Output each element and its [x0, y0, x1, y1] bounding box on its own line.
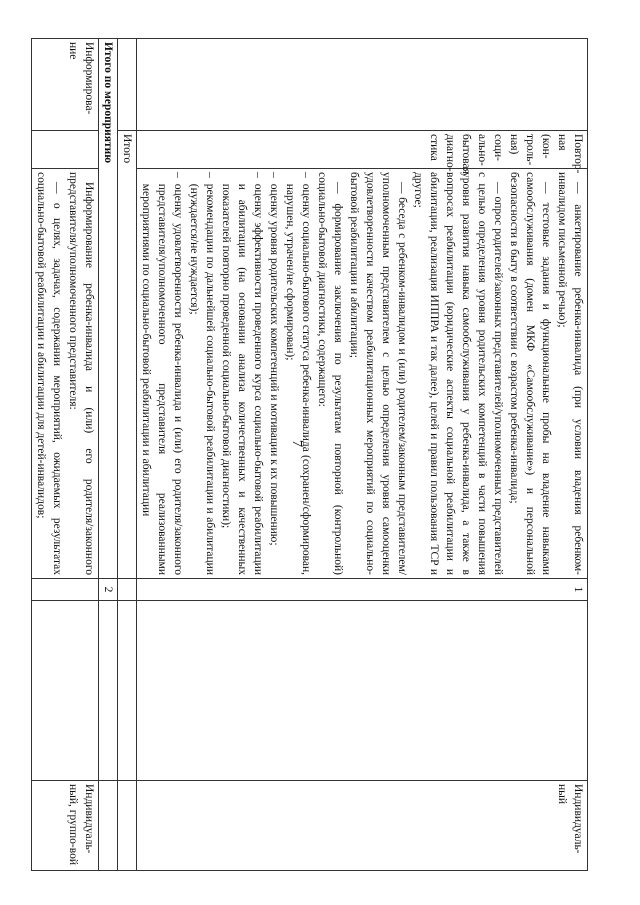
event-cell-empty: [137, 39, 588, 131]
form-cell: Индивидуаль-ный: [137, 781, 588, 871]
empty-cell: [32, 601, 99, 781]
content-paragraph: — беседа с ребенком-инвалидом и (или) родителем/законным представителем/уполномоченным представителем с целью определения уровня самооценки удовлетворенности качеством реабилитационных мероприятий по социально-бытовой реабилитации и абилитации;: [348, 172, 408, 575]
event-label: Информирова-ние: [32, 39, 99, 131]
list-item: – оценку социально-бытового статуса ребенка-инвалида (сохранен/сформирован, нарушен, утрачен/не сформирован);: [284, 172, 312, 575]
table-row: [99, 39, 118, 871]
empty-cell: [99, 601, 118, 781]
table-row: [32, 39, 99, 871]
count-cell: 1: [137, 579, 588, 601]
table-row: [118, 39, 137, 871]
form-cell: Индивидуаль-ный, группо-вой: [32, 781, 99, 871]
content-paragraph: — анкетирование ребенка-инвалида (при условии владения ребенком-инвалидом письменной речью);: [556, 172, 584, 575]
list-item: – оценку уровня родительских компетенций и мотивации к их повышению;: [268, 172, 280, 546]
itogo-label: Итого: [118, 131, 137, 579]
empty-cell: [32, 131, 99, 169]
rehab-table: [31, 38, 588, 871]
content-paragraph: — о целях, задачах, содержании мероприятий, ожидаемых результатах социально-бытовой реабилитации и абилитации для детей-инвалидов;: [35, 172, 63, 575]
page-number: 7: [289, 440, 304, 447]
content-paragraph: — опрос родителей/законных представителей/уполномоченных представителей с целью определения уровня родительских компетенций в части повышения уровня развития навыка самообслуживания у ребенка-инвалида, а также в вопросах реабилитации (юридические аспекты социальной реабилитации и абилитации, реализация ИППРА и так далее), целей и правил пользования ТСР и другое;: [412, 172, 504, 575]
empty-cell: [99, 781, 118, 871]
list-item: – оценку удовлетворенности ребенка-инвалида и (или) его родителя/законного представителя/уполномоченного представителя реализованными мероприятиями по социально-бытовой реабилитации и абилитации: [140, 172, 184, 575]
list-item: – оценку эффективности проведенного курса социально-бытовой реабилитации и абилитации (на основании анализа количественных и качественных показателей повторно проведенной социально-бытовой диагностики);: [220, 172, 264, 575]
empty-cell: [118, 579, 137, 601]
content-paragraph: — тестовые задания и функциональные пробы на владение навыками самообслуживания (домен МКФ «Самообслуживание») и персональной безопасности в быту в соответствии с возрастом ребенка-инвалида;: [508, 172, 552, 575]
content-paragraph: Информирование ребенка-инвалида и (или) его родителя/законного представителя/уполномоченного представителя:: [67, 172, 95, 575]
repeat-content: [137, 169, 588, 579]
rotated-table-sheet: [35, 38, 588, 870]
info-content: [32, 169, 99, 579]
content-paragraph: — формирование заключения по результатам повторной (контрольной) социально-бытовой диагностики, содержащего:: [316, 172, 344, 575]
empty-cell: [32, 579, 99, 601]
table-row: [137, 39, 588, 871]
itogo-event-label: Итого по мероприятию: [99, 39, 118, 579]
empty-cell: [118, 781, 137, 871]
list-item: – рекомендации по дальнейшей социально-бытовой реабилитации и абилитации (нуждается/не нуждается);: [188, 172, 216, 575]
empty-cell: [118, 601, 137, 781]
stage-label: Повтор-ная (кон-троль-ная) соци-ально-бытовая диагно-стика: [137, 131, 588, 169]
empty-cell: [118, 39, 137, 131]
empty-cell: [137, 601, 588, 781]
itogo-event-count: 2: [99, 579, 118, 601]
